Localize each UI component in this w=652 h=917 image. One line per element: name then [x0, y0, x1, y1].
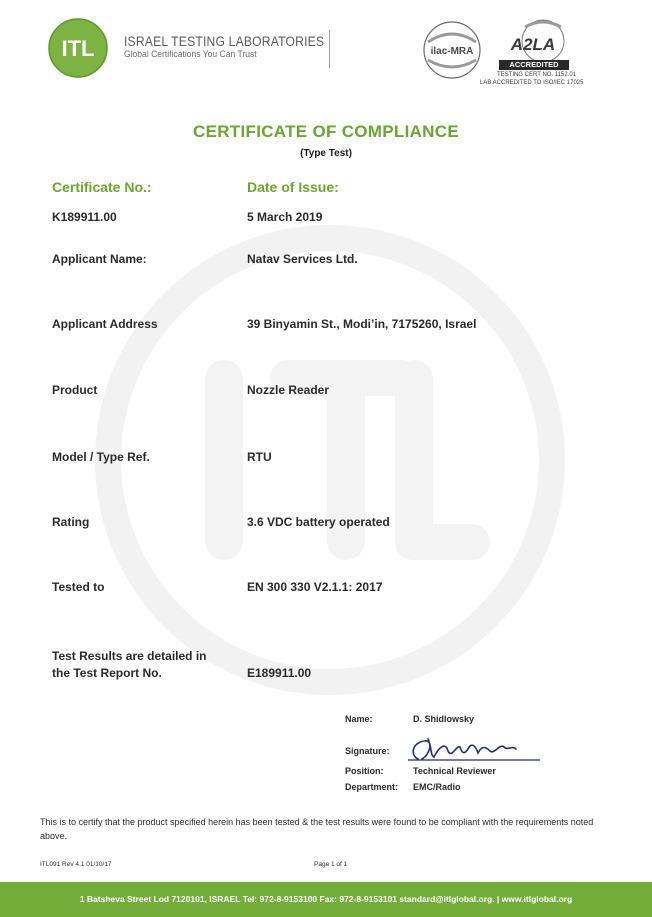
- company-name: ISRAEL TESTING LABORATORIES: [124, 34, 325, 49]
- signature-label: Signature:: [345, 746, 390, 756]
- form-code: ITL091 Rev 4.1 01/10/17: [40, 861, 112, 868]
- page-number: Page 1 of 1: [314, 861, 348, 868]
- certificate-no-value: K189911.00: [52, 210, 117, 224]
- product-value: Nozzle Reader: [247, 383, 330, 397]
- applicant-name-value: Natav Services Ltd.: [247, 252, 358, 266]
- signatory-name-value: D. Shidlowsky: [413, 714, 475, 724]
- model-type-label: Model / Type Ref.: [52, 450, 150, 464]
- svg-text:A2LA: A2LA: [510, 35, 556, 54]
- certificate-no-label: Certificate No.:: [52, 179, 152, 195]
- itl-logo-icon: [40, 18, 118, 78]
- document-subtitle: (Type Test): [300, 148, 352, 159]
- rating-label: Rating: [52, 515, 90, 529]
- rating-value: 3.6 VDC battery operated: [247, 515, 390, 529]
- tested-to-value: EN 300 330 V2.1.1: 2017: [247, 580, 383, 594]
- testing-cert-no: TESTING CERT NO. 1152.01: [497, 72, 577, 78]
- accredited-badge: ACCREDITED: [499, 60, 569, 70]
- signatory-name-label: Name:: [345, 714, 373, 724]
- position-value: Technical Reviewer: [413, 766, 496, 776]
- header-divider: [329, 30, 330, 68]
- date-of-issue-value: 5 March 2019: [247, 210, 323, 224]
- footer-bar: [0, 882, 652, 917]
- footer-contact: 1 Batsheva Street Lod 7120101, ISRAEL Tel: 972-8-9153100 Fax: 972-8-9153101 standard@itlglobal.org. | www.itlglobal.org: [79, 894, 573, 904]
- position-label: Position:: [345, 766, 384, 776]
- logo-text: ITL: [61, 36, 95, 61]
- svg-text:ilac-MRA: ilac-MRA: [430, 46, 474, 57]
- ilac-mra-logo-icon: [420, 20, 484, 80]
- document-title: CERTIFICATE OF COMPLIANCE: [193, 122, 459, 141]
- handwritten-signature: [400, 733, 545, 765]
- department-value: EMC/Radio: [413, 782, 461, 792]
- applicant-address-value: 39 Binyamin St., Modi’in, 7175260, Israel: [247, 317, 477, 331]
- itl-watermark-logo: [95, 225, 565, 695]
- company-tagline: Global Certifications You Can Trust: [124, 49, 257, 60]
- test-report-label-line1: Test Results are detailed in: [52, 649, 207, 663]
- applicant-address-label: Applicant Address: [52, 317, 158, 331]
- tested-to-label: Tested to: [52, 580, 105, 594]
- date-of-issue-label: Date of Issue:: [247, 179, 339, 195]
- applicant-name-label: Applicant Name:: [52, 252, 147, 266]
- lab-accredited-note: LAB ACCREDITED TO ISO/IEC 17025: [480, 80, 584, 86]
- certification-statement: This is to certify that the product specified herein has been tested & the test results were found to be compliant with the requirements noted above.: [40, 817, 594, 841]
- test-report-value: E189911.00: [247, 666, 312, 680]
- test-report-label-line2: the Test Report No.: [52, 666, 162, 680]
- model-type-value: RTU: [247, 450, 272, 464]
- department-label: Department:: [345, 782, 399, 792]
- product-label: Product: [52, 383, 98, 397]
